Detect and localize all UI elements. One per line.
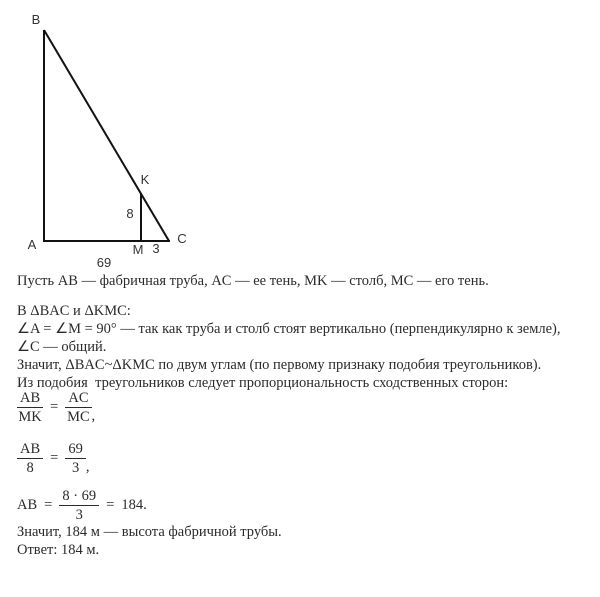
- fraction-ab-8: [17, 441, 43, 476]
- equals-sign: =: [106, 497, 115, 513]
- substitution-formula: [17, 441, 600, 476]
- reasoning-steps: [17, 302, 600, 392]
- point-m-label: M: [132, 242, 144, 257]
- fraction-numerator: AB: [17, 441, 43, 459]
- fraction-denominator: 3: [75, 507, 83, 523]
- fraction-denominator: 8: [26, 460, 34, 476]
- triangle-diagram: [0, 0, 220, 272]
- step-line-triangles: В ΔBAC и ΔKMC:: [17, 303, 131, 319]
- fraction-69-3: [65, 441, 86, 476]
- vertex-a-label: A: [27, 237, 37, 252]
- fraction-ab-mk: [17, 390, 43, 425]
- conclusion-line: Значит, 184 м — высота фабричной трубы.: [17, 524, 282, 540]
- step-line-right-angles: ∠A = ∠M = 90° — так как труба и столб стоят вертикально (перпендикулярно к земле),: [17, 321, 561, 337]
- proportion-formula: [17, 390, 600, 425]
- point-k-label: K: [140, 172, 150, 187]
- vertex-c-label: C: [177, 231, 187, 246]
- fraction-denominator: MK: [18, 409, 42, 425]
- answer-line: Ответ: 184 м.: [17, 542, 100, 558]
- intro-line: Пусть AB — фабричная труба, AC — ее тень, MK — столб, MC — его тень.: [17, 273, 489, 289]
- side-bc-line: [44, 30, 169, 241]
- step-line-common-angle: ∠C — общий.: [17, 339, 107, 355]
- fraction-denominator: 3: [71, 460, 80, 476]
- fraction-8x69-3: [59, 488, 99, 523]
- step-line-proportion-intro: Из подобия треугольников следует пропорциональность сходственных сторон:: [17, 375, 509, 391]
- fraction-ac-mc: [65, 390, 91, 425]
- fraction-numerator: AC: [65, 390, 91, 408]
- mc-length-label: 3: [152, 241, 160, 256]
- equals-sign: =: [44, 497, 53, 513]
- km-length-label: 8: [126, 206, 134, 221]
- vertex-b-label: B: [31, 12, 41, 27]
- equals-sign: =: [50, 399, 59, 415]
- fraction-denominator: MC: [67, 409, 90, 425]
- result-formula: [17, 488, 600, 523]
- formula-result: 184.: [121, 497, 147, 513]
- ac-length-label: 69: [96, 255, 112, 270]
- fraction-numerator: 69: [65, 441, 86, 459]
- solution-text: [0, 272, 600, 559]
- formula-comma: ,: [91, 408, 96, 424]
- equals-sign: =: [50, 450, 59, 466]
- fraction-numerator: AB: [17, 390, 43, 408]
- formula-comma: ,: [85, 459, 90, 475]
- formula-lhs: AB: [17, 497, 38, 513]
- fraction-numerator: 8 · 69: [59, 488, 99, 506]
- step-line-similarity: Значит, ΔBAC~ΔKMC по двум углам (по первому признаку подобия треугольников).: [17, 357, 542, 373]
